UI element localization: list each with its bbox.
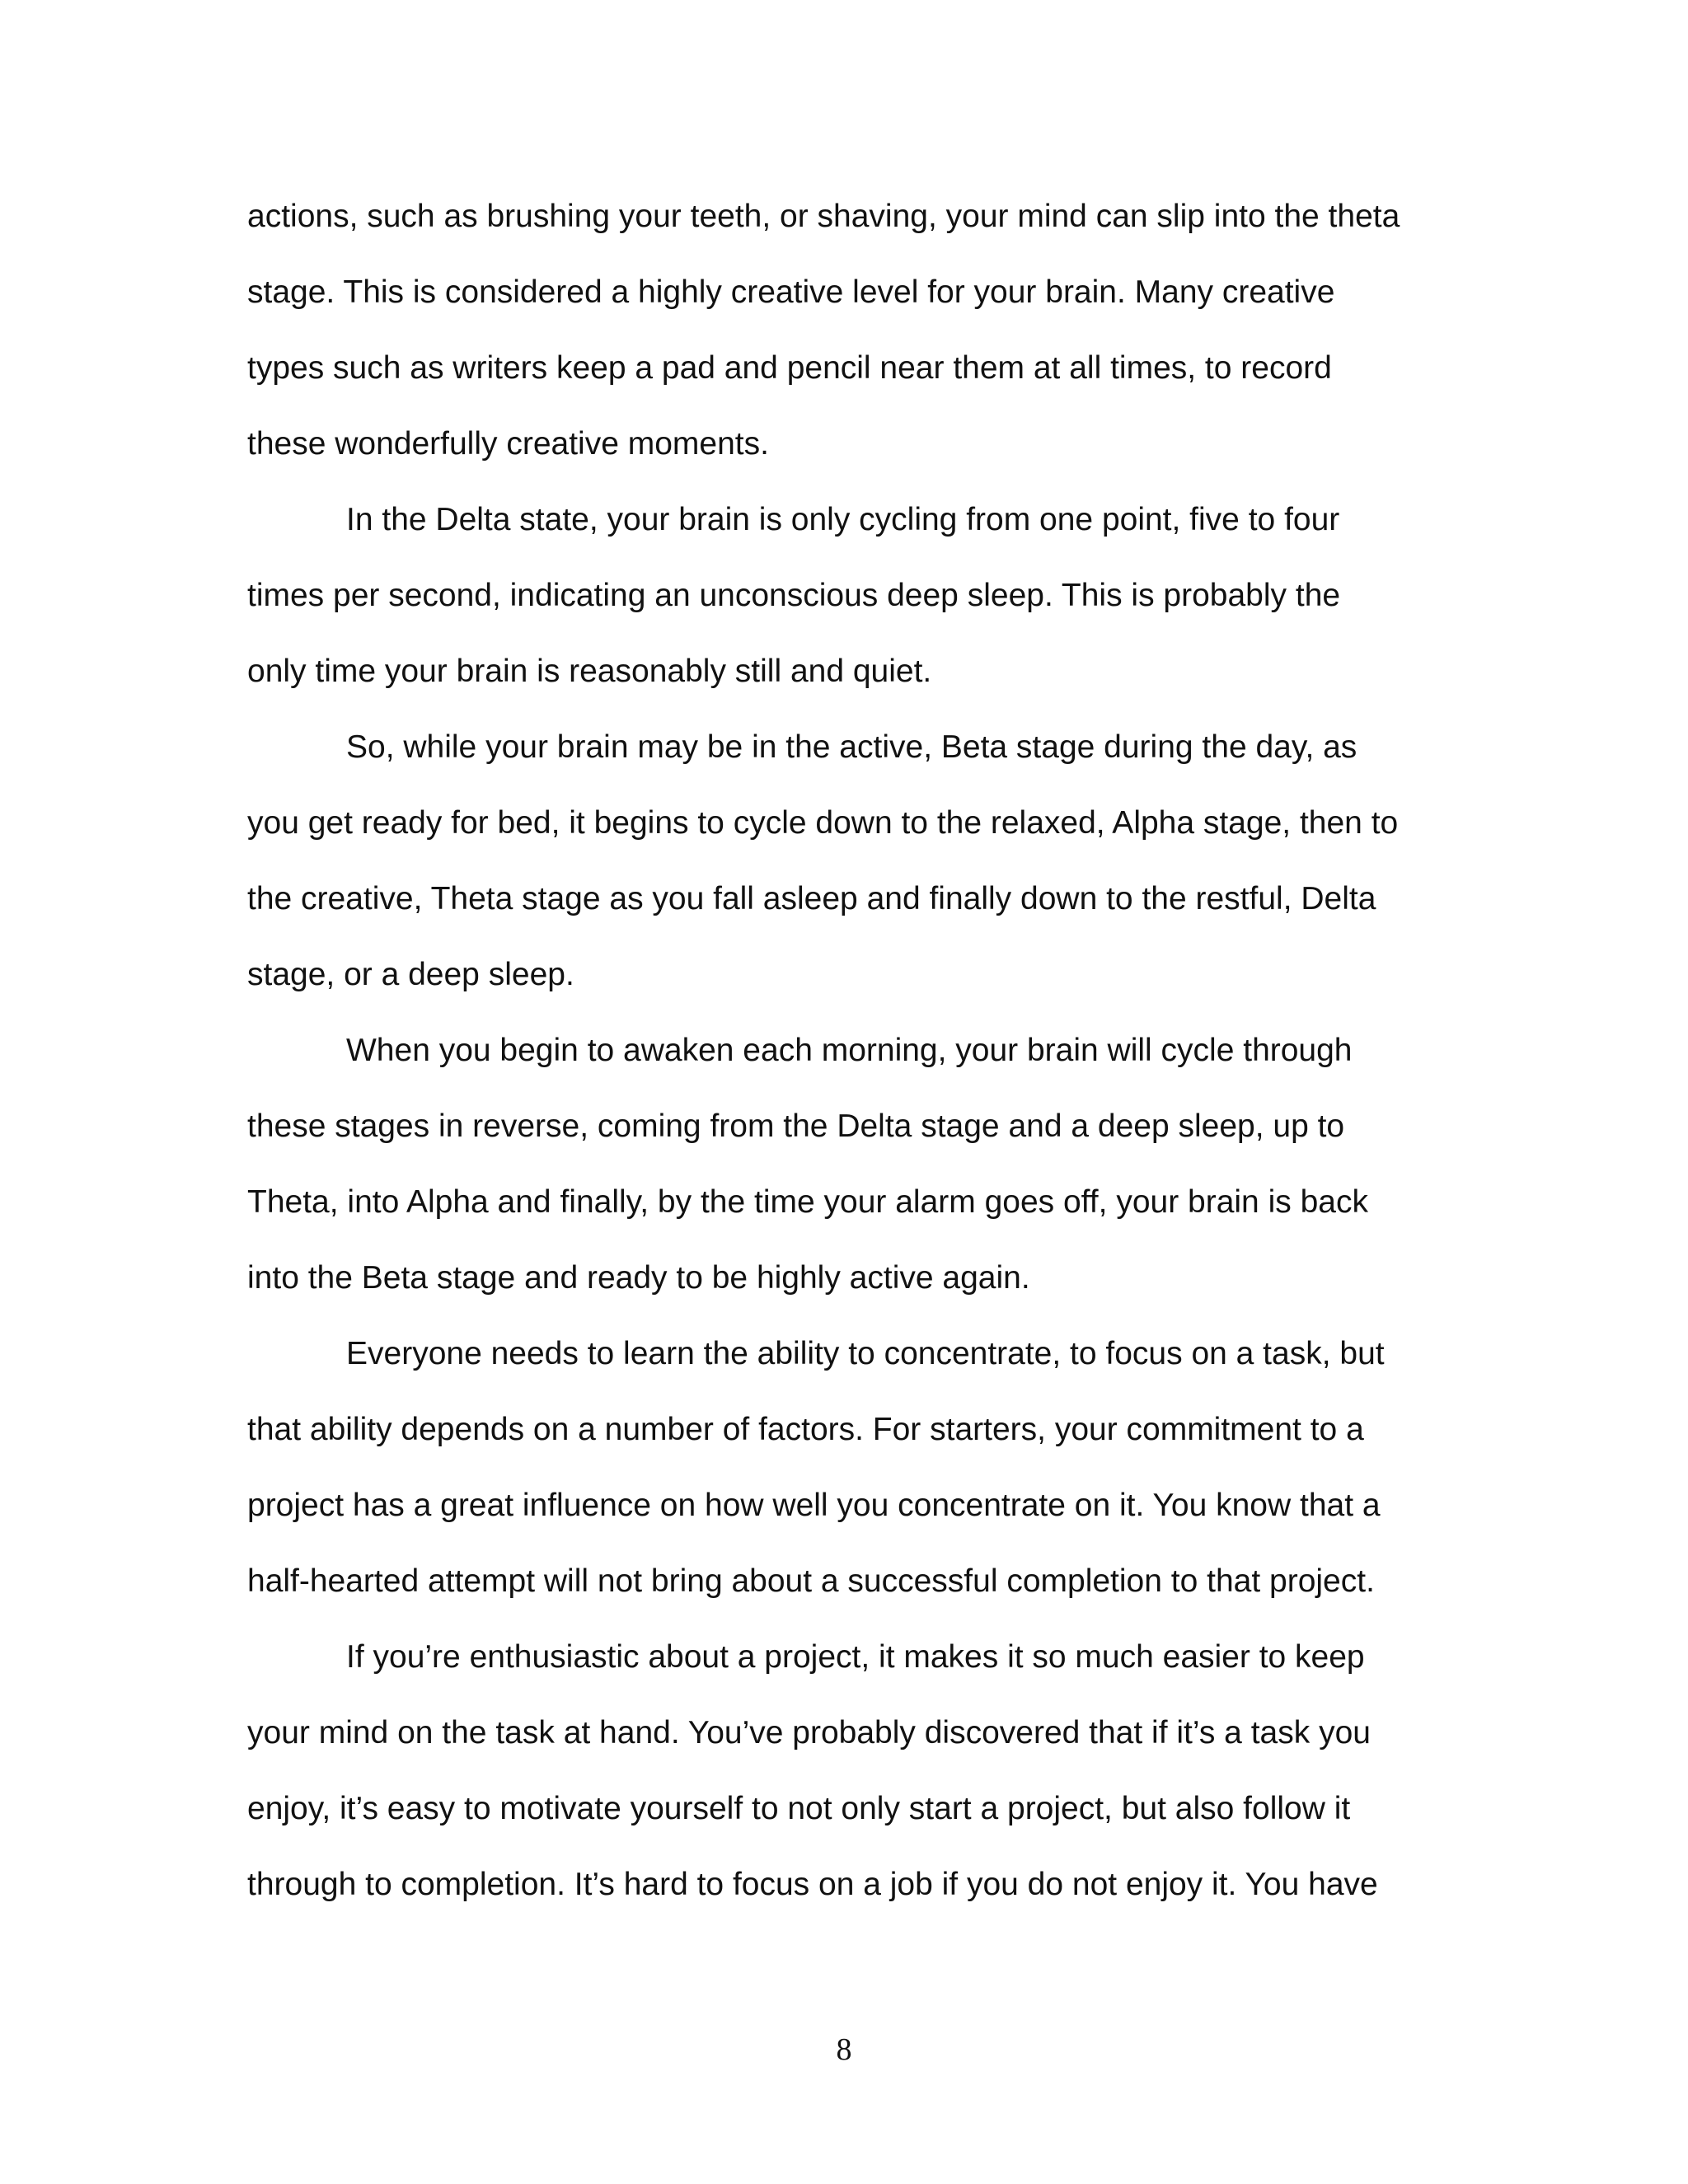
paragraph-first-line: When you begin to awaken each morning, your brain will cycle through [346,1033,1353,1068]
text-line: Theta, into Alpha and finally, by the time your alarm goes off, your brain is back [247,1184,1368,1220]
paragraph-first-line: Everyone needs to learn the ability to concentrate, to focus on a task, but [346,1336,1385,1371]
paragraph-first-line: In the Delta state, your brain is only cycling from one point, five to four [346,502,1340,537]
body-text [247,179,1451,1923]
text-line: through to completion. It’s hard to focus on a job if you do not enjoy it. You have [247,1867,1378,1902]
text-line: these stages in reverse, coming from the Delta stage and a deep sleep, up to [247,1108,1345,1144]
text-line: your mind on the task at hand. You’ve probably discovered that if it’s a task you [247,1715,1371,1750]
text-line: you get ready for bed, it begins to cycle down to the relaxed, Alpha stage, then to [247,805,1399,841]
text-line: that ability depends on a number of factors. For starters, your commitment to a [247,1412,1364,1447]
page-number: 8 [836,2032,852,2067]
text-line: into the Beta stage and ready to be highly active again. [247,1260,1030,1296]
text-line: these wonderfully creative moments. [247,426,769,462]
text-line: only time your brain is reasonably still and quiet. [247,654,932,689]
text-line: stage, or a deep sleep. [247,957,574,992]
text-line: the creative, Theta stage as you fall asleep and finally down to the restful, Delta [247,881,1376,916]
text-line: enjoy, it’s easy to motivate yourself to not only start a project, but also follow it [247,1791,1351,1826]
text-line: actions, such as brushing your teeth, or shaving, your mind can slip into the theta [247,199,1400,234]
text-line: project has a great influence on how well you concentrate on it. You know that a [247,1488,1381,1523]
text-line: times per second, indicating an unconscious deep sleep. This is probably the [247,578,1341,613]
paragraph-first-line: If you’re enthusiastic about a project, it makes it so much easier to keep [346,1639,1365,1675]
text-line: stage. This is considered a highly creative level for your brain. Many creative [247,274,1335,310]
text-line: half-hearted attempt will not bring about a successful completion to that project. [247,1563,1375,1599]
text-line: types such as writers keep a pad and pencil near them at all times, to record [247,350,1332,386]
paragraph-first-line: So, while your brain may be in the active, Beta stage during the day, as [346,729,1357,765]
